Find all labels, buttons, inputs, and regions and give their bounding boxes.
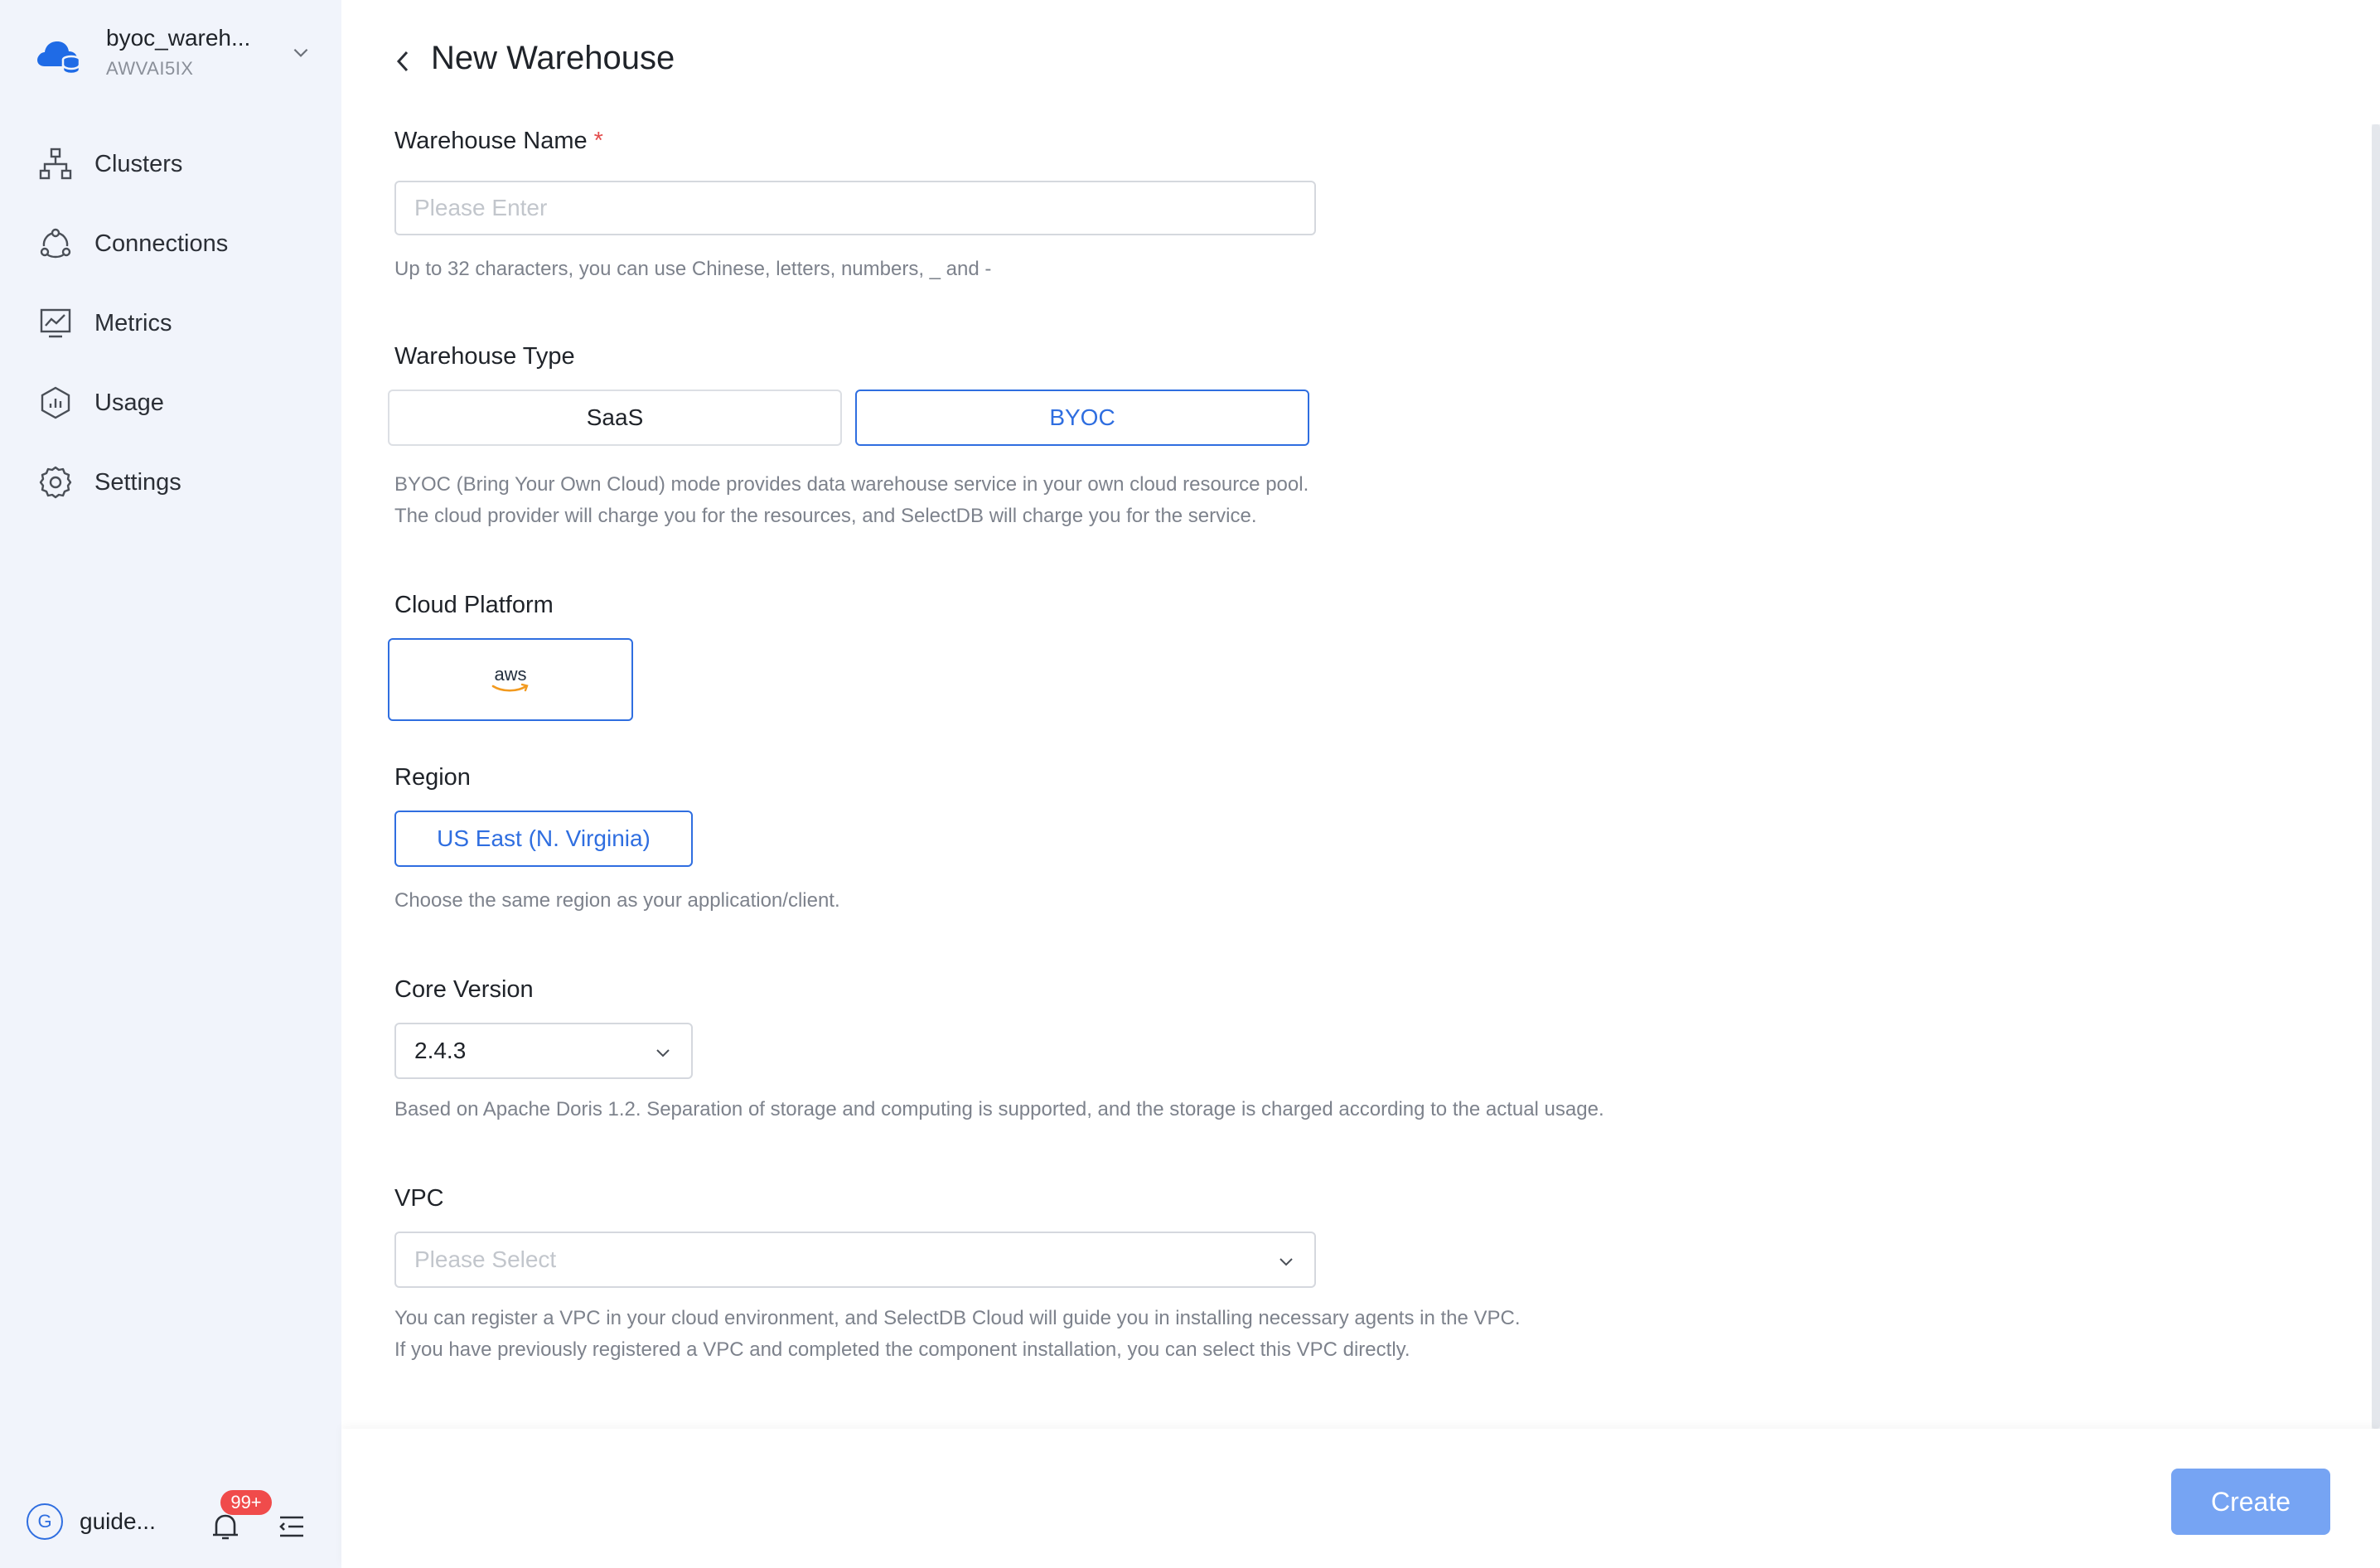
sidebar-item-label: Metrics <box>94 309 172 336</box>
cloud-database-icon <box>33 35 83 76</box>
warehouse-type-hint-line1: BYOC (Bring Your Own Cloud) mode provides data warehouse service in your own cloud resource pool. <box>394 473 1309 496</box>
user-name[interactable]: guide... <box>80 1508 156 1534</box>
workspace-name: byoc_wareh... <box>106 25 251 51</box>
vpc-hint-line1: You can register a VPC in your cloud environment, and SelectDB Cloud will guide you in installing necessary agents in the VPC. <box>394 1307 1521 1329</box>
metrics-icon <box>38 306 73 341</box>
warehouse-type-hint-line2: The cloud provider will charge you for the resources, and SelectDB will charge you for the service. <box>394 505 1257 527</box>
avatar[interactable]: G <box>27 1503 63 1540</box>
chevron-down-icon <box>653 1043 673 1062</box>
sidebar-item-connections[interactable] <box>0 204 341 283</box>
svg-text:aws: aws <box>494 664 527 685</box>
core-version-value: 2.4.3 <box>414 1038 467 1063</box>
vpc-hint-line2: If you have previously registered a VPC and completed the component installation, you can select this VPC directly. <box>394 1338 1410 1361</box>
sidebar-item-metrics[interactable] <box>0 283 341 363</box>
form-footer <box>341 1429 2380 1568</box>
vpc-label: VPC <box>394 1185 444 1212</box>
chevron-down-icon <box>1276 1251 1296 1271</box>
collapse-sidebar-icon[interactable] <box>277 1512 307 1541</box>
core-version-label: Core Version <box>394 976 534 1003</box>
region-option-us-east[interactable]: US East (N. Virginia) <box>394 811 693 867</box>
gear-icon <box>38 465 73 500</box>
sidebar-item-clusters[interactable] <box>0 124 341 204</box>
main-content <box>341 0 2380 1568</box>
sidebar-item-label: Clusters <box>94 150 183 177</box>
create-button[interactable]: Create <box>2171 1469 2330 1535</box>
sidebar-item-settings[interactable] <box>0 443 341 522</box>
warehouse-name-input[interactable] <box>394 181 1316 235</box>
workspace-id: AWVAI5IX <box>106 58 194 79</box>
warehouse-type-byoc-option[interactable]: BYOC <box>855 390 1309 446</box>
sidebar-nav <box>0 124 341 522</box>
warehouse-type-label: Warehouse Type <box>394 343 575 370</box>
sidebar-item-label: Connections <box>94 230 229 257</box>
workspace-switcher[interactable] <box>30 22 312 85</box>
cloud-platform-aws-option[interactable] <box>388 638 633 721</box>
bell-icon[interactable] <box>209 1510 242 1543</box>
required-mark: * <box>593 128 603 154</box>
sidebar <box>0 0 341 1568</box>
usage-icon <box>38 385 73 420</box>
connections-icon <box>38 226 73 261</box>
region-hint: Choose the same region as your application/client. <box>394 889 840 912</box>
warehouse-type-saas-option[interactable]: SaaS <box>388 390 842 446</box>
sidebar-item-label: Usage <box>94 389 164 416</box>
warehouse-name-hint: Up to 32 characters, you can use Chinese, letters, numbers, _ and - <box>394 258 992 280</box>
core-version-select[interactable] <box>394 1023 693 1079</box>
sidebar-item-usage[interactable] <box>0 363 341 443</box>
page-title: New Warehouse <box>431 40 675 76</box>
clusters-icon <box>38 147 73 181</box>
chevron-down-icon <box>290 41 312 63</box>
warehouse-name-label <box>394 128 603 155</box>
aws-logo-icon <box>487 662 534 697</box>
back-arrow-icon[interactable] <box>391 46 414 76</box>
vpc-select[interactable] <box>394 1232 1316 1288</box>
region-label: Region <box>394 764 471 791</box>
scrollbar[interactable] <box>2372 124 2380 1429</box>
notification-badge: 99+ <box>220 1490 272 1515</box>
scrollbar-thumb[interactable] <box>2372 124 2380 1429</box>
vpc-placeholder: Please Select <box>414 1246 557 1272</box>
warehouse-name-label-text: Warehouse Name <box>394 128 588 154</box>
core-version-hint: Based on Apache Doris 1.2. Separation of storage and computing is supported, and the storage is charged according to the actual usage. <box>394 1098 1604 1120</box>
sidebar-footer <box>0 1469 341 1568</box>
cloud-platform-label: Cloud Platform <box>394 592 554 618</box>
sidebar-item-label: Settings <box>94 468 181 496</box>
